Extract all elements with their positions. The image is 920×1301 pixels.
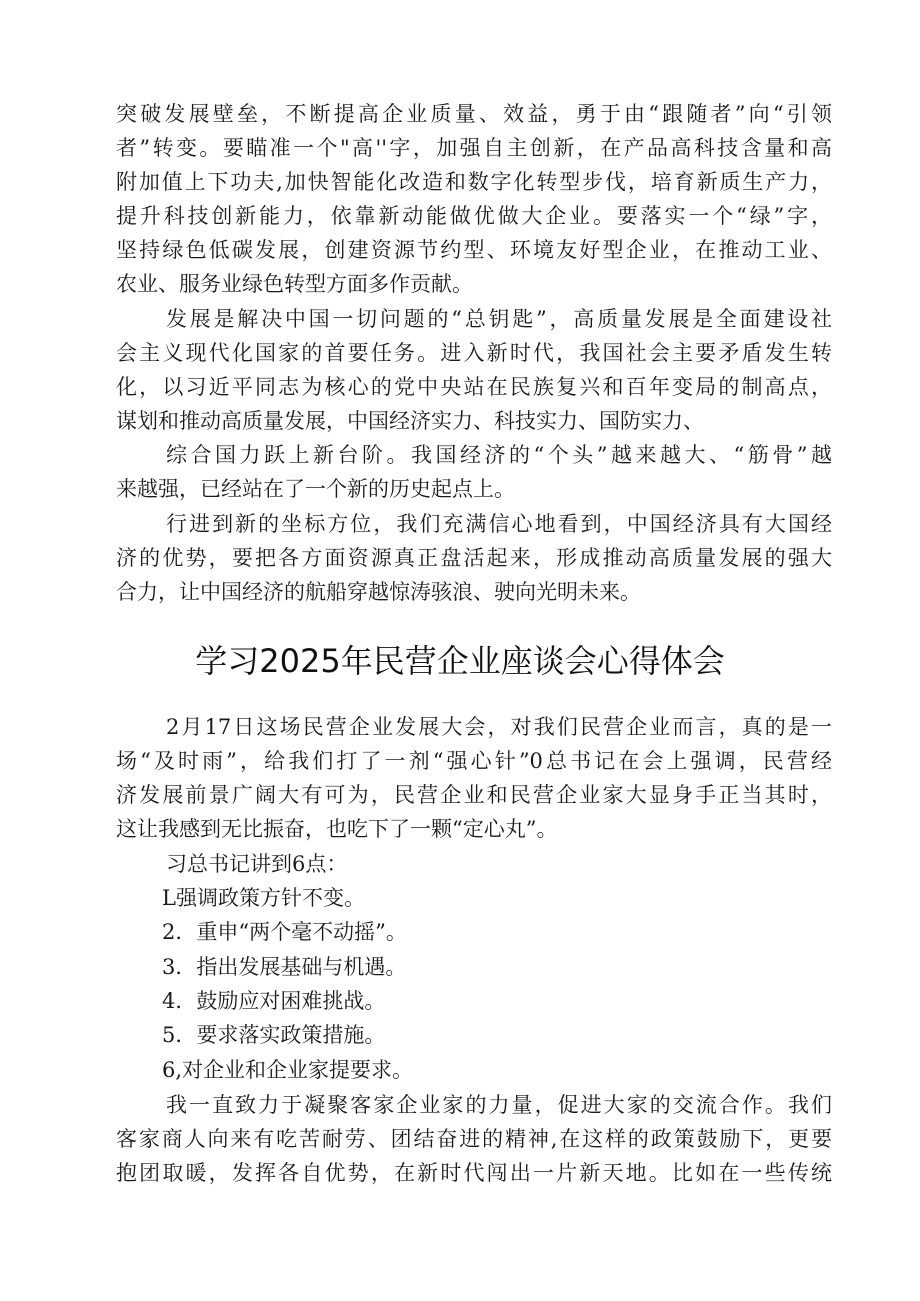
paragraph-line: 坚持绿色低碳发展，创建资源节约型、环境友好型企业，在推动工业、 (116, 238, 832, 262)
list-item: L强调政策方针不变。 (162, 886, 365, 910)
paragraph-line: 综合国力跃上新台阶。我国经济的“个头”越来越大、“筋骨”越 (166, 443, 832, 467)
paragraph-line: 突破发展壁垒，不断提高企业质量、效益，勇于由“跟随者”向“引领 (116, 102, 832, 126)
paragraph-line: 化，以习近平同志为核心的党中央站在民族复兴和百年变局的制高点， (116, 375, 832, 399)
paragraph-line: 这让我感到无比振奋，也吃下了一颗“定心丸”。 (116, 817, 558, 841)
list-item: 2．重申“两个毫不动摇”。 (162, 920, 407, 944)
paragraph-line: 会主义现代化国家的首要任务。进入新时代，我国社会主要矛盾发生转 (116, 341, 832, 365)
paragraph-line: 场“及时雨”，给我们打了一剂“强心针”0总书记在会上强调，民营经 (116, 749, 832, 773)
paragraph-line: 行进到新的坐标方位，我们充满信心地看到，中国经济具有大国经 (166, 512, 832, 536)
paragraph-line: 发展是解决中国一切问题的“总钥匙”，高质量发展是全面建设社 (166, 307, 832, 331)
list-intro: 习总书记讲到6点： (166, 852, 348, 876)
list-item: 3．指出发展基础与机遇。 (162, 955, 407, 979)
paragraph-line: 我一直致力于凝聚客家企业家的力量，促进大家的交流合作。我们 (166, 1093, 832, 1117)
list-item: 4．鼓励应对困难挑战。 (162, 989, 386, 1013)
paragraph-line: 合力，让中国经济的航船穿越惊涛骇浪、驶向光明未来。 (116, 580, 641, 604)
paragraph-line: 抱团取暖，发挥各自优势，在新时代闯出一片新天地。比如在一些传统 (116, 1161, 832, 1185)
paragraph-line: 济的优势，要把各方面资源真正盘活起来，形成推动高质量发展的强大 (116, 546, 832, 570)
paragraph-line: 2月17日这场民营企业发展大会，对我们民营企业而言，真的是一 (166, 715, 832, 739)
paragraph-line: 者”转变。要瞄准一个"高''字，加强自主创新，在产品高科技含量和高 (116, 136, 832, 160)
paragraph-line: 提升科技创新能力，依靠新动能做优做大企业。要落实一个“绿”字， (116, 204, 832, 228)
paragraph-line: 客家商人向来有吃苦耐劳、团结奋进的精神,在这样的政策鼓励下，更要 (116, 1127, 832, 1151)
section-title: 学习2025年民营企业座谈会心得体会 (195, 642, 725, 680)
paragraph-line: 附加值上下功夫,加快智能化改造和数字化转型步伐，培育新质生产力， (116, 170, 832, 194)
paragraph-line: 来越强，已经站在了一个新的历史起点上。 (116, 477, 515, 501)
list-item: 6,对企业和企业家提要求。 (162, 1058, 414, 1082)
paragraph-line: 农业、服务业绿色转型方面多作贡献。 (116, 272, 473, 296)
list-item: 5．要求落实政策措施。 (162, 1023, 386, 1047)
paragraph-line: 济发展前景广阔大有可为，民营企业和民营企业家大显身手正当其时， (116, 783, 832, 807)
paragraph-line: 谋划和推动高质量发展，中国经济实力、科技实力、国防实力、 (116, 409, 704, 433)
